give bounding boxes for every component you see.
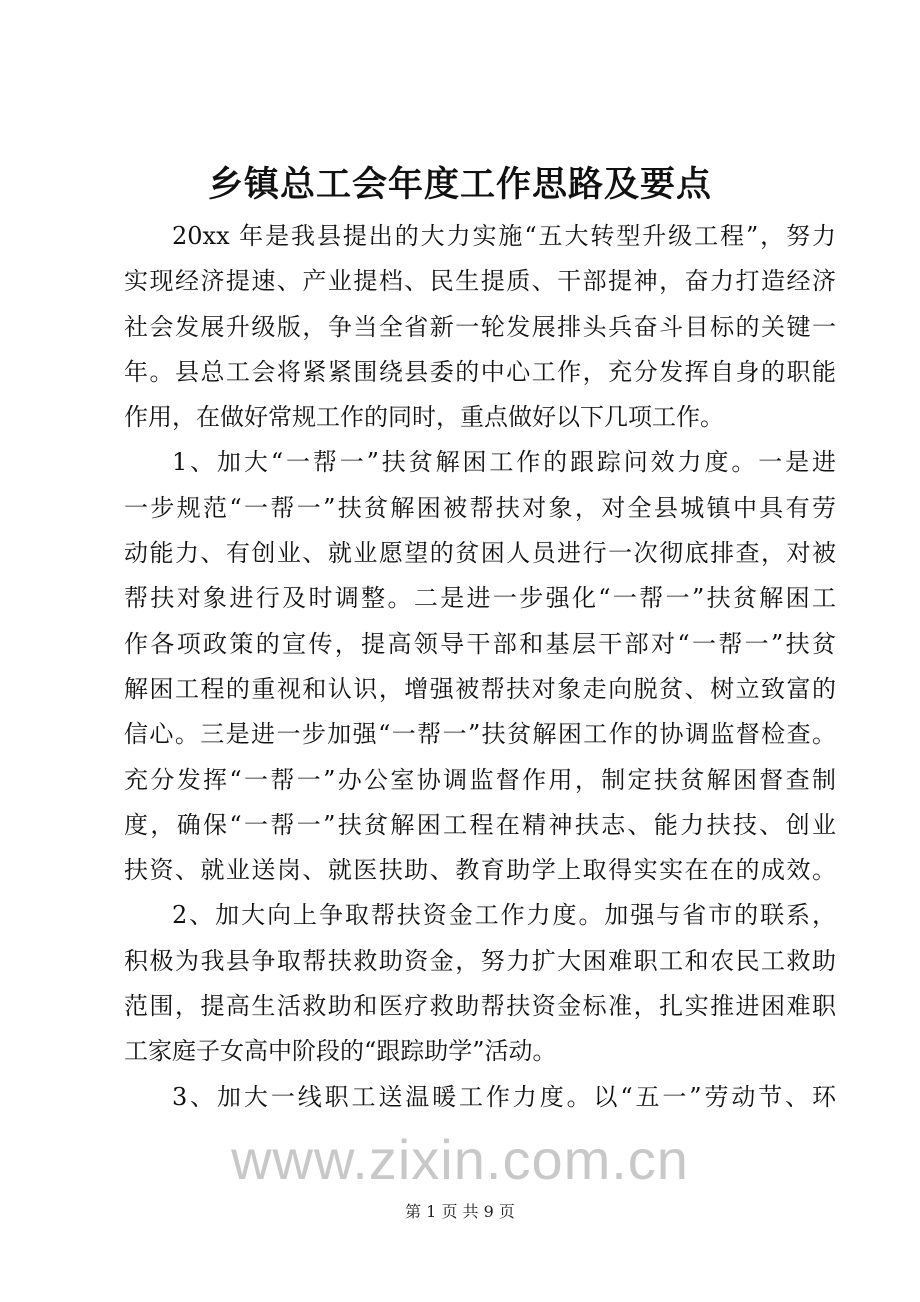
- text-line: 范围，提高生活救助和医疗救助帮扶资金标准，扎实推进困难职: [124, 992, 836, 1021]
- document-title: 乡镇总工会年度工作思路及要点: [207, 164, 712, 205]
- text-line: 度，确保“一帮一”扶贫解困工程在精神扶志、能力扶技、创业: [124, 810, 836, 839]
- text-line: 3、加大一线职工送温暖工作力度。以“五一”劳动节、环: [172, 1082, 836, 1111]
- text-line: 2、加大向上争取帮扶资金工作力度。加强与省市的联系，: [172, 901, 836, 930]
- watermark: www.zixin.com.cn: [231, 1128, 689, 1191]
- text-line: 作用，在做好常规工作的同时，重点做好以下几项工作。: [124, 403, 724, 432]
- text-line: 作各项政策的宣传，提高领导干部和基层干部对“一帮一”扶贫: [124, 629, 836, 658]
- text-line: 扶资、就业送岗、就医扶助、教育助学上取得实实在在的成效。: [124, 856, 836, 885]
- text-line: 信心。三是进一步加强“一帮一”扶贫解困工作的协调监督检查。: [124, 720, 836, 749]
- text-line: 帮扶对象进行及时调整。二是进一步强化“一帮一”扶贫解困工: [124, 584, 836, 613]
- text-line: 20xx 年是我县提出的大力实施“五大转型升级工程”，努力: [172, 222, 836, 250]
- text-line: 社会发展升级版，争当全省新一轮发展排头兵奋斗目标的关键一: [124, 312, 836, 341]
- document-body: [124, 214, 836, 1120]
- text-line: 实现经济提速、产业提档、民生提质、干部提神，奋力打造经济: [124, 267, 836, 296]
- page-footer: 第 1 页 共 9 页: [405, 1202, 515, 1221]
- text-line: 一步规范“一帮一”扶贫解困被帮扶对象，对全县城镇中具有劳: [124, 493, 836, 522]
- text-line: 工家庭子女高中阶段的“跟踪助学”活动。: [124, 1037, 557, 1066]
- text-line: 充分发挥“一帮一”办公室协调监督作用，制定扶贫解困督查制: [124, 765, 836, 794]
- text-line: 动能力、有创业、就业愿望的贫困人员进行一次彻底排查，对被: [124, 539, 836, 568]
- text-line: 年。县总工会将紧紧围绕县委的中心工作，充分发挥自身的职能: [124, 357, 836, 386]
- text-line: 积极为我县争取帮扶救助资金，努力扩大困难职工和农民工救助: [124, 946, 836, 975]
- text-line: 1、加大“一帮一”扶贫解困工作的跟踪问效力度。一是进: [172, 448, 836, 477]
- text-line: 解困工程的重视和认识，增强被帮扶对象走向脱贫、树立致富的: [124, 674, 836, 703]
